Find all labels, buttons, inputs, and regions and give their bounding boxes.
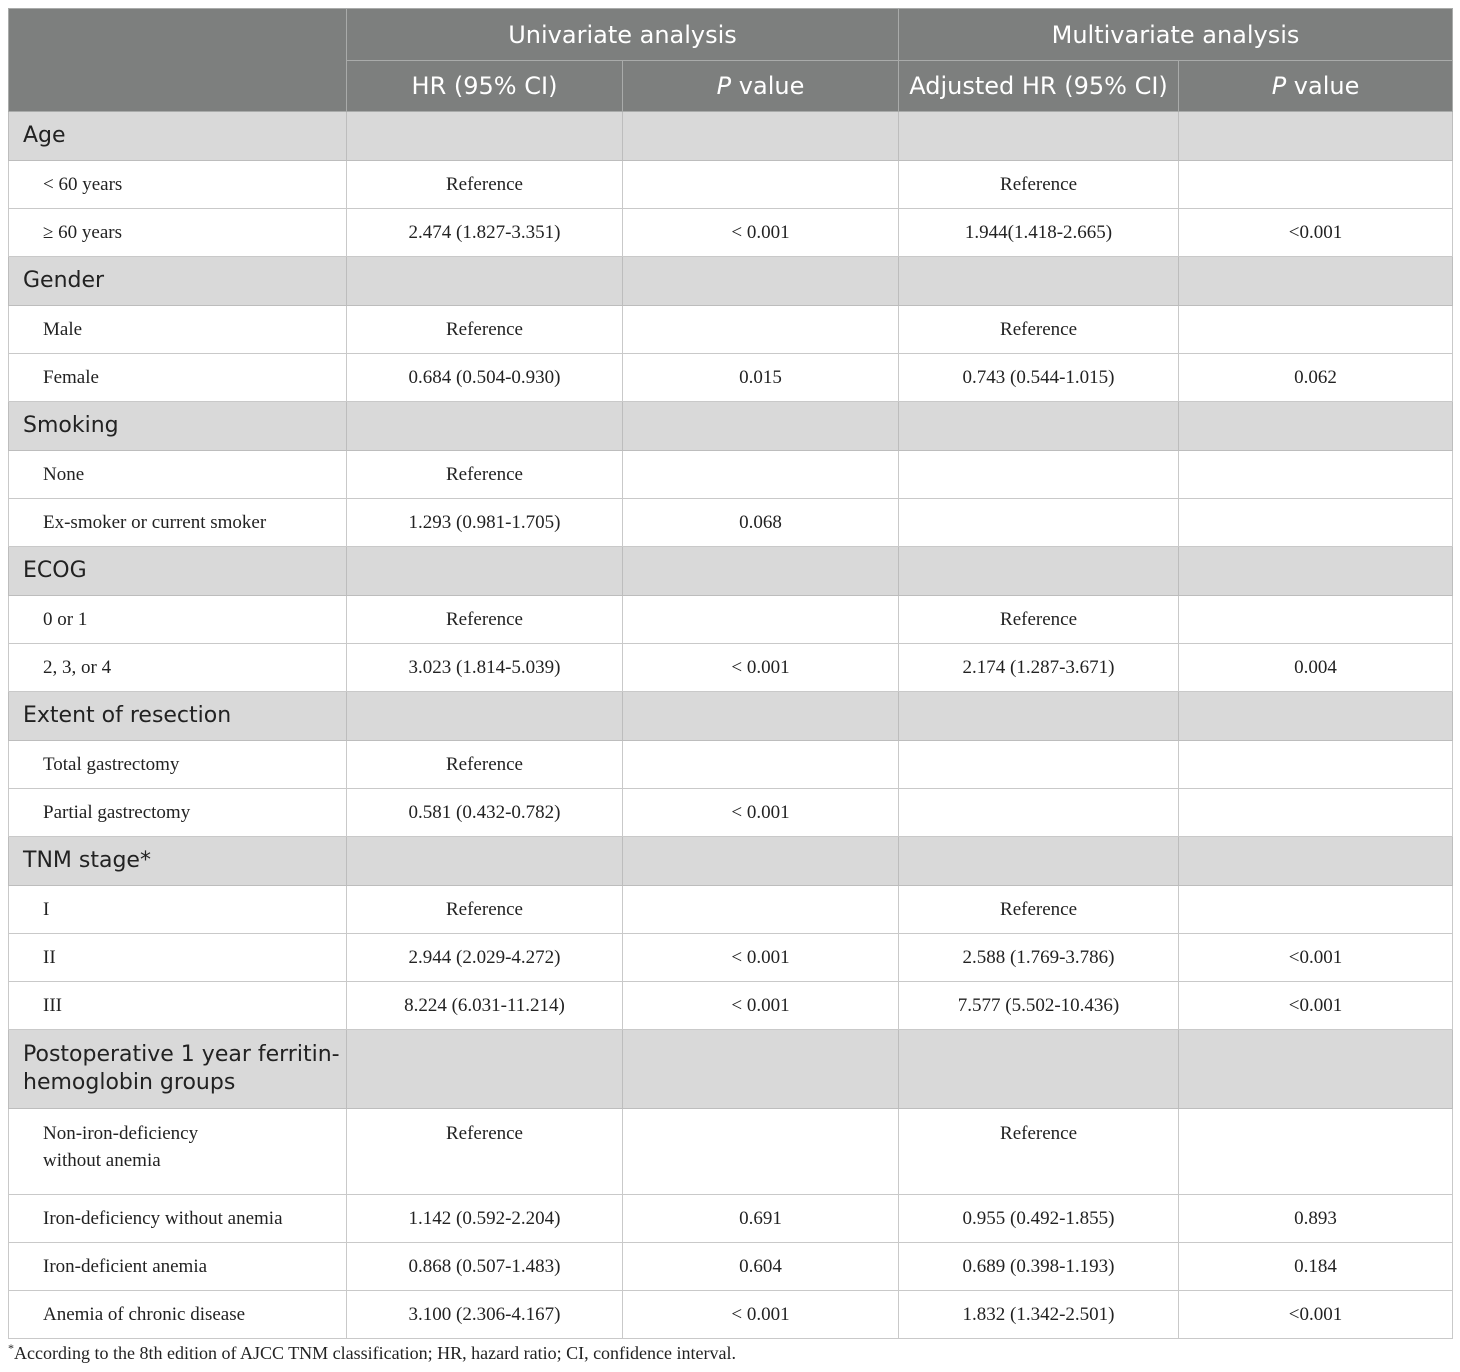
hr-cell: 0.581 (0.432-0.782) xyxy=(347,789,623,837)
row-label: Total gastrectomy xyxy=(9,741,347,789)
group-empty-cell xyxy=(623,837,899,886)
table-row xyxy=(9,354,1453,402)
label-line: hemoglobin groups xyxy=(23,1070,236,1095)
group-label: Extent of resection xyxy=(9,692,347,741)
hr-cell: Reference xyxy=(347,596,623,644)
adjusted-hr-cell: Reference xyxy=(899,161,1179,209)
table-row xyxy=(9,596,1453,644)
row-label: ≥ 60 years xyxy=(9,209,347,257)
adjusted-p-value-cell xyxy=(1179,596,1453,644)
group-header-row xyxy=(9,837,1453,886)
hr-cell: Reference xyxy=(347,451,623,499)
table-row xyxy=(9,934,1453,982)
group-label: Smoking xyxy=(9,402,347,451)
row-label: < 60 years xyxy=(9,161,347,209)
adjusted-p-value-cell xyxy=(1179,306,1453,354)
header-adjusted-hr: Adjusted HR (95% CI) xyxy=(899,61,1179,112)
adjusted-p-value-cell: 0.062 xyxy=(1179,354,1453,402)
adjusted-hr-cell xyxy=(899,741,1179,789)
p-value-cell xyxy=(623,886,899,934)
hr-cell: 3.023 (1.814-5.039) xyxy=(347,644,623,692)
adjusted-p-value-cell: 0.893 xyxy=(1179,1195,1453,1243)
row-label: Iron-deficiency without anemia xyxy=(9,1195,347,1243)
adjusted-p-value-cell xyxy=(1179,499,1453,547)
group-empty-cell xyxy=(1179,692,1453,741)
group-header-row xyxy=(9,402,1453,451)
hr-cell: 1.142 (0.592-2.204) xyxy=(347,1195,623,1243)
group-empty-cell xyxy=(623,257,899,306)
header-multivariate: Multivariate analysis xyxy=(899,9,1453,61)
group-header-row xyxy=(9,257,1453,306)
table-row xyxy=(9,451,1453,499)
row-label: Ex-smoker or current smoker xyxy=(9,499,347,547)
p-value-cell xyxy=(623,161,899,209)
row-label: III xyxy=(9,982,347,1030)
table-row xyxy=(9,644,1453,692)
p-value-cell xyxy=(623,306,899,354)
group-empty-cell xyxy=(899,547,1179,596)
adjusted-p-value-cell xyxy=(1179,161,1453,209)
adjusted-p-value-cell: <0.001 xyxy=(1179,1291,1453,1339)
group-empty-cell xyxy=(899,837,1179,886)
adjusted-p-value-cell xyxy=(1179,789,1453,837)
group-empty-cell xyxy=(899,112,1179,161)
group-empty-cell xyxy=(1179,837,1453,886)
adjusted-hr-cell: 0.955 (0.492-1.855) xyxy=(899,1195,1179,1243)
hr-cell: Reference xyxy=(347,306,623,354)
row-label: None xyxy=(9,451,347,499)
p-value-cell: 0.691 xyxy=(623,1195,899,1243)
adjusted-hr-cell: Reference xyxy=(899,596,1179,644)
header-row-1 xyxy=(9,9,1453,61)
table-row xyxy=(9,741,1453,789)
group-empty-cell xyxy=(1179,257,1453,306)
p-value-cell: 0.604 xyxy=(623,1243,899,1291)
group-empty-cell xyxy=(623,1030,899,1109)
adjusted-hr-cell xyxy=(899,789,1179,837)
header-hr: HR (95% CI) xyxy=(347,61,623,112)
label-line: without anemia xyxy=(43,1150,161,1171)
table-row xyxy=(9,499,1453,547)
p-value-cell xyxy=(623,741,899,789)
p-value-cell: 0.015 xyxy=(623,354,899,402)
group-empty-cell xyxy=(623,112,899,161)
row-label: I xyxy=(9,886,347,934)
adjusted-p-value-cell xyxy=(1179,1109,1453,1195)
hr-cell: 0.868 (0.507-1.483) xyxy=(347,1243,623,1291)
adjusted-hr-cell: Reference xyxy=(899,306,1179,354)
adjusted-hr-cell: 0.743 (0.544-1.015) xyxy=(899,354,1179,402)
p-italic: P xyxy=(716,72,732,100)
group-empty-cell xyxy=(1179,547,1453,596)
table-row xyxy=(9,306,1453,354)
group-empty-cell xyxy=(899,692,1179,741)
adjusted-p-value-cell: <0.001 xyxy=(1179,982,1453,1030)
row-label: Iron-deficient anemia xyxy=(9,1243,347,1291)
adjusted-hr-cell: 2.174 (1.287-3.671) xyxy=(899,644,1179,692)
group-empty-cell xyxy=(899,402,1179,451)
p-value-text: value xyxy=(731,72,805,100)
adjusted-hr-cell xyxy=(899,451,1179,499)
group-empty-cell xyxy=(347,1030,623,1109)
group-empty-cell xyxy=(347,837,623,886)
hr-cell: 2.944 (2.029-4.272) xyxy=(347,934,623,982)
group-empty-cell xyxy=(347,112,623,161)
p-value-cell: < 0.001 xyxy=(623,1291,899,1339)
header-p-value-adjusted xyxy=(1179,61,1453,112)
header-univariate: Univariate analysis xyxy=(347,9,899,61)
table-row xyxy=(9,1195,1453,1243)
table-row xyxy=(9,789,1453,837)
group-empty-cell xyxy=(1179,402,1453,451)
adjusted-p-value-cell xyxy=(1179,741,1453,789)
adjusted-hr-cell: 1.832 (1.342-2.501) xyxy=(899,1291,1179,1339)
group-empty-cell xyxy=(623,692,899,741)
footnote xyxy=(8,1341,736,1364)
group-empty-cell xyxy=(347,257,623,306)
table-row xyxy=(9,982,1453,1030)
table-row xyxy=(9,1243,1453,1291)
group-empty-cell xyxy=(1179,1030,1453,1109)
table-row xyxy=(9,886,1453,934)
table-row xyxy=(9,1109,1453,1195)
p-value-cell: < 0.001 xyxy=(623,934,899,982)
header-blank xyxy=(9,9,347,112)
footnote-text: According to the 8th edition of AJCC TNM classification; HR, hazard ratio; CI, confidence interval. xyxy=(14,1343,736,1363)
row-label: Partial gastrectomy xyxy=(9,789,347,837)
row-label: Male xyxy=(9,306,347,354)
p-value-cell xyxy=(623,1109,899,1195)
p-value-cell xyxy=(623,596,899,644)
table-row xyxy=(9,161,1453,209)
row-label: 0 or 1 xyxy=(9,596,347,644)
adjusted-hr-cell: 7.577 (5.502-10.436) xyxy=(899,982,1179,1030)
group-label xyxy=(9,1030,347,1109)
group-header-row xyxy=(9,1030,1453,1109)
group-label: Age xyxy=(9,112,347,161)
footnote-mark: * xyxy=(8,1341,14,1355)
p-value-cell: < 0.001 xyxy=(623,789,899,837)
p-value-cell: 0.068 xyxy=(623,499,899,547)
row-label xyxy=(9,1109,347,1195)
adjusted-p-value-cell xyxy=(1179,451,1453,499)
hr-cell: 0.684 (0.504-0.930) xyxy=(347,354,623,402)
hr-cell: 2.474 (1.827-3.351) xyxy=(347,209,623,257)
hr-cell: Reference xyxy=(347,741,623,789)
p-value-text: value xyxy=(1286,72,1360,100)
group-header-row xyxy=(9,547,1453,596)
table-body xyxy=(9,112,1453,1339)
table-row xyxy=(9,209,1453,257)
hr-cell: 1.293 (0.981-1.705) xyxy=(347,499,623,547)
label-line: Postoperative 1 year ferritin- xyxy=(23,1042,340,1067)
hr-cell: Reference xyxy=(347,1109,623,1195)
table-row xyxy=(9,1291,1453,1339)
row-label: Anemia of chronic disease xyxy=(9,1291,347,1339)
adjusted-p-value-cell: <0.001 xyxy=(1179,934,1453,982)
adjusted-hr-cell: 0.689 (0.398-1.193) xyxy=(899,1243,1179,1291)
cox-regression-table xyxy=(8,8,1453,1339)
row-label: 2, 3, or 4 xyxy=(9,644,347,692)
label-line: Non-iron-deficiency xyxy=(43,1123,199,1144)
p-value-cell: < 0.001 xyxy=(623,209,899,257)
group-header-row xyxy=(9,692,1453,741)
adjusted-hr-cell: Reference xyxy=(899,1109,1179,1195)
adjusted-hr-cell: 1.944(1.418-2.665) xyxy=(899,209,1179,257)
adjusted-hr-cell: 2.588 (1.769-3.786) xyxy=(899,934,1179,982)
hr-cell: Reference xyxy=(347,161,623,209)
group-label: TNM stage* xyxy=(9,837,347,886)
p-value-cell xyxy=(623,451,899,499)
group-empty-cell xyxy=(899,257,1179,306)
group-empty-cell xyxy=(347,692,623,741)
adjusted-hr-cell: Reference xyxy=(899,886,1179,934)
group-label: ECOG xyxy=(9,547,347,596)
hr-cell: 8.224 (6.031-11.214) xyxy=(347,982,623,1030)
group-header-row xyxy=(9,112,1453,161)
group-label: Gender xyxy=(9,257,347,306)
hr-cell: 3.100 (2.306-4.167) xyxy=(347,1291,623,1339)
hr-cell: Reference xyxy=(347,886,623,934)
group-empty-cell xyxy=(1179,112,1453,161)
group-empty-cell xyxy=(623,547,899,596)
row-label: Female xyxy=(9,354,347,402)
row-label: II xyxy=(9,934,347,982)
header-p-value xyxy=(623,61,899,112)
adjusted-p-value-cell: 0.184 xyxy=(1179,1243,1453,1291)
adjusted-p-value-cell xyxy=(1179,886,1453,934)
group-empty-cell xyxy=(347,547,623,596)
group-empty-cell xyxy=(899,1030,1179,1109)
p-value-cell: < 0.001 xyxy=(623,644,899,692)
adjusted-p-value-cell: <0.001 xyxy=(1179,209,1453,257)
adjusted-p-value-cell: 0.004 xyxy=(1179,644,1453,692)
p-value-cell: < 0.001 xyxy=(623,982,899,1030)
adjusted-hr-cell xyxy=(899,499,1179,547)
group-empty-cell xyxy=(623,402,899,451)
group-empty-cell xyxy=(347,402,623,451)
p-italic: P xyxy=(1271,72,1287,100)
